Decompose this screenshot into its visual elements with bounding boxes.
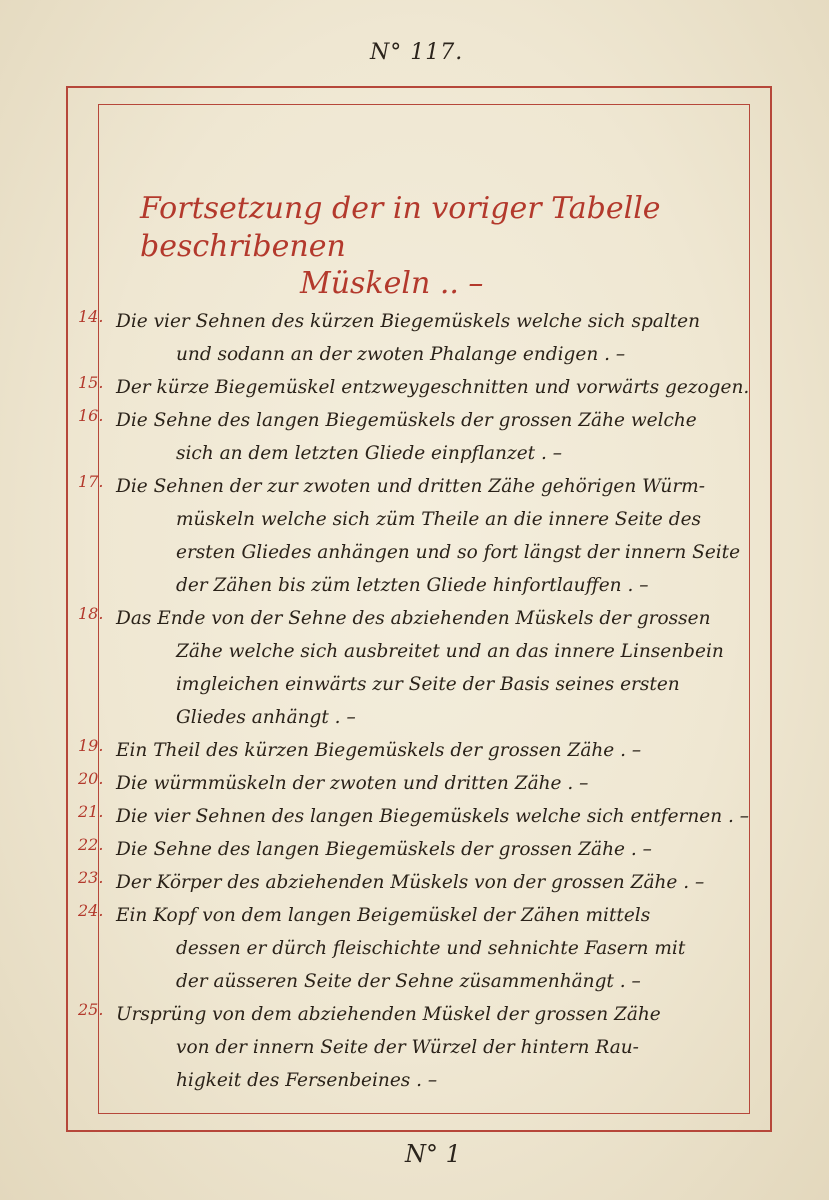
entry-text: Die vier Sehnen des kürzen Biegemüskels welche sich spalten bbox=[116, 311, 701, 332]
entry-number: 22. bbox=[78, 835, 104, 854]
entry-number: 16. bbox=[78, 406, 104, 425]
entry-text: Ursprüng von dem abziehenden Müskel der grossen Zähe bbox=[116, 1004, 661, 1025]
entry-text: ersten Gliedes anhängen und so fort längst der innern Seite bbox=[176, 542, 741, 563]
entry-text: Die würmmüskeln der zwoten und dritten Zähe . – bbox=[116, 773, 589, 794]
entry-text: von der innern Seite der Würzel der hintern Rau- bbox=[176, 1037, 639, 1058]
entry-number: 20. bbox=[78, 769, 104, 788]
entry-number: 18. bbox=[78, 604, 104, 623]
entry-text: higkeit des Fersenbeines . – bbox=[176, 1070, 438, 1091]
list-item bbox=[72, 899, 762, 998]
entry-text: Die Sehnen der zur zwoten und dritten Zähe gehörigen Würm- bbox=[116, 476, 705, 497]
entry-text: Der Körper des abziehenden Müskels von der grossen Zähe . – bbox=[116, 872, 705, 893]
list-item bbox=[72, 404, 762, 470]
footer-mark: N° 1 bbox=[405, 1140, 461, 1168]
entry-text: Die Sehne des langen Biegemüskels der grossen Zähe welche bbox=[116, 410, 697, 431]
entry-number: 24. bbox=[78, 901, 104, 920]
entry-text: der aüsseren Seite der Sehne züsammenhängt . – bbox=[176, 971, 641, 992]
entry-text: müskeln welche sich züm Theile an die innere Seite des bbox=[176, 509, 702, 530]
entry-text: Ein Theil des kürzen Biegemüskels der grossen Zähe . – bbox=[116, 740, 642, 761]
list-item bbox=[72, 470, 762, 602]
entry-text: Ein Kopf von dem langen Beigemüskel der Zähen mittels bbox=[116, 905, 651, 926]
list-item bbox=[72, 833, 762, 866]
entry-text: Die Sehne des langen Biegemüskels der grossen Zähe . – bbox=[116, 839, 652, 860]
list-item bbox=[72, 734, 762, 767]
title-line-2: Müskeln .. – bbox=[300, 266, 484, 301]
list-item bbox=[72, 866, 762, 899]
list-item bbox=[72, 767, 762, 800]
entry-number: 25. bbox=[78, 1000, 104, 1019]
entry-number: 19. bbox=[78, 736, 104, 755]
list-item bbox=[72, 602, 762, 734]
entry-number: 23. bbox=[78, 868, 104, 887]
entry-text: Der kürze Biegemüskel entzweygeschnitten und vorwärts gezogen. bbox=[116, 377, 750, 398]
entry-number: 21. bbox=[78, 802, 104, 821]
entry-text: Das Ende von der Sehne des abziehenden Müskels der grossen bbox=[116, 608, 711, 629]
entry-text: Zähe welche sich ausbreitet und an das innere Linsenbein bbox=[176, 641, 724, 662]
list-item bbox=[72, 371, 762, 404]
page-title bbox=[140, 190, 750, 303]
page-number: N° 117. bbox=[370, 40, 464, 65]
entry-text: sich an dem letzten Gliede einpflanzet . – bbox=[176, 443, 562, 464]
entry-text: und sodann an der zwoten Phalange endigen . – bbox=[176, 344, 626, 365]
list-item bbox=[72, 305, 762, 371]
entry-text: Die vier Sehnen des langen Biegemüskels welche sich entfernen . – bbox=[116, 806, 750, 827]
entry-list bbox=[72, 305, 762, 1097]
entry-text: der Zähen bis züm letzten Gliede hinfortlauffen . – bbox=[176, 575, 649, 596]
entry-number: 14. bbox=[78, 307, 104, 326]
entry-text: Gliedes anhängt . – bbox=[176, 707, 356, 728]
entry-number: 15. bbox=[78, 373, 104, 392]
entry-text: dessen er dürch fleischichte und sehnichte Fasern mit bbox=[176, 938, 686, 959]
list-item bbox=[72, 800, 762, 833]
title-line-1: Fortsetzung der in voriger Tabelle beschribenen bbox=[140, 191, 661, 264]
list-item bbox=[72, 998, 762, 1097]
entry-number: 17. bbox=[78, 472, 104, 491]
entry-text: imgleichen einwärts zur Seite der Basis seines ersten bbox=[176, 674, 680, 695]
